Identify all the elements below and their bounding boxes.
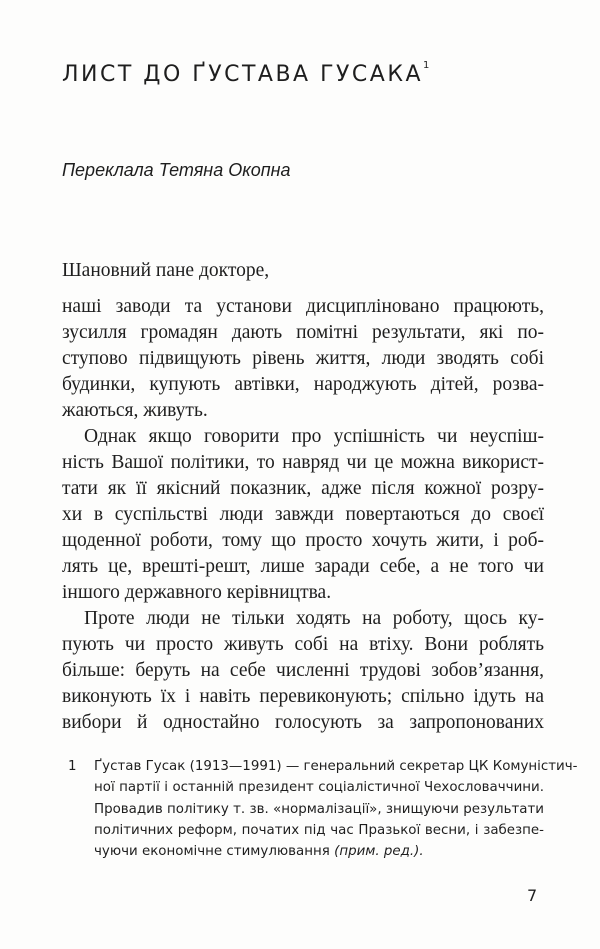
paragraph-3	[62, 606, 544, 736]
salutation: Шановний пане докторе,	[62, 260, 270, 281]
footnote	[62, 756, 578, 862]
text-line: більше: беруть на себе численні трудові зобов’язання,	[62, 660, 544, 681]
footnote-line: Провадив політику т. зв. «нормалізації», знищуючи результати	[94, 801, 544, 817]
text-line: хи в суспільстві люди завжди повертаються до своєї	[62, 504, 544, 525]
text-line: ступово підвищують рівень життя, люди зводять собі	[62, 348, 544, 369]
text-line: щоденної роботи, тому що просто хочуть жити, і роб-	[62, 530, 544, 551]
footnote-line: чуючи економічне стимулювання	[94, 844, 330, 860]
text-line: наші заводи та установи дисципліновано працюють,	[62, 296, 544, 317]
text-line: ність Вашої політики, то навряд чи це можна використ-	[62, 452, 544, 473]
paragraph-1	[62, 294, 544, 424]
text-line: зусилля громадян дають помітні результати, які по-	[62, 322, 544, 343]
text-line: будинки, купують автівки, народжують дітей, розва-	[62, 374, 544, 395]
text-line: вибори й одностайно голосують за запропонованих	[62, 712, 544, 733]
footnote-line: ної партії і останній президент соціалістичної Чехословаччини.	[94, 780, 544, 796]
paragraph-2	[62, 424, 544, 606]
page-number: 7	[527, 886, 538, 905]
footnote-line: Ґустав Гусак (1913—1991) — генеральний секретар ЦК Комуністич-	[94, 759, 578, 774]
text-line: іншого державного керівництва.	[62, 582, 332, 603]
text-line: пують чи просто живуть собі на втіху. Вони роблять	[62, 634, 544, 655]
text-line: тати як її якісний показник, адже після кожної розру-	[62, 478, 544, 499]
text-line: жаються, живуть.	[62, 400, 208, 421]
text-line: Проте люди не тільки ходять на роботу, щось ку-	[84, 608, 544, 629]
letter-body	[62, 258, 544, 736]
footnote-number: 1	[68, 759, 77, 774]
editor-note: (прим. ред.).	[334, 844, 424, 860]
text-line: лять це, врешті-решт, лише заради себе, а не того чи	[62, 556, 544, 577]
footnote-line: політичних реформ, початих під час Празької весни, і забезпе-	[94, 822, 544, 838]
footnote-ref: 1	[423, 60, 430, 71]
text-line: Однак якщо говорити про успішність чи неуспіш-	[84, 426, 544, 447]
chapter-title-text: ЛИСТ ДО ҐУСТАВА ГУСАКА	[62, 62, 424, 87]
chapter-title	[62, 62, 429, 87]
translator-credit: Переклала Тетяна Окопна	[62, 160, 291, 180]
text-line: виконують їх і навіть перевиконують; спільно ідуть на	[62, 686, 544, 707]
